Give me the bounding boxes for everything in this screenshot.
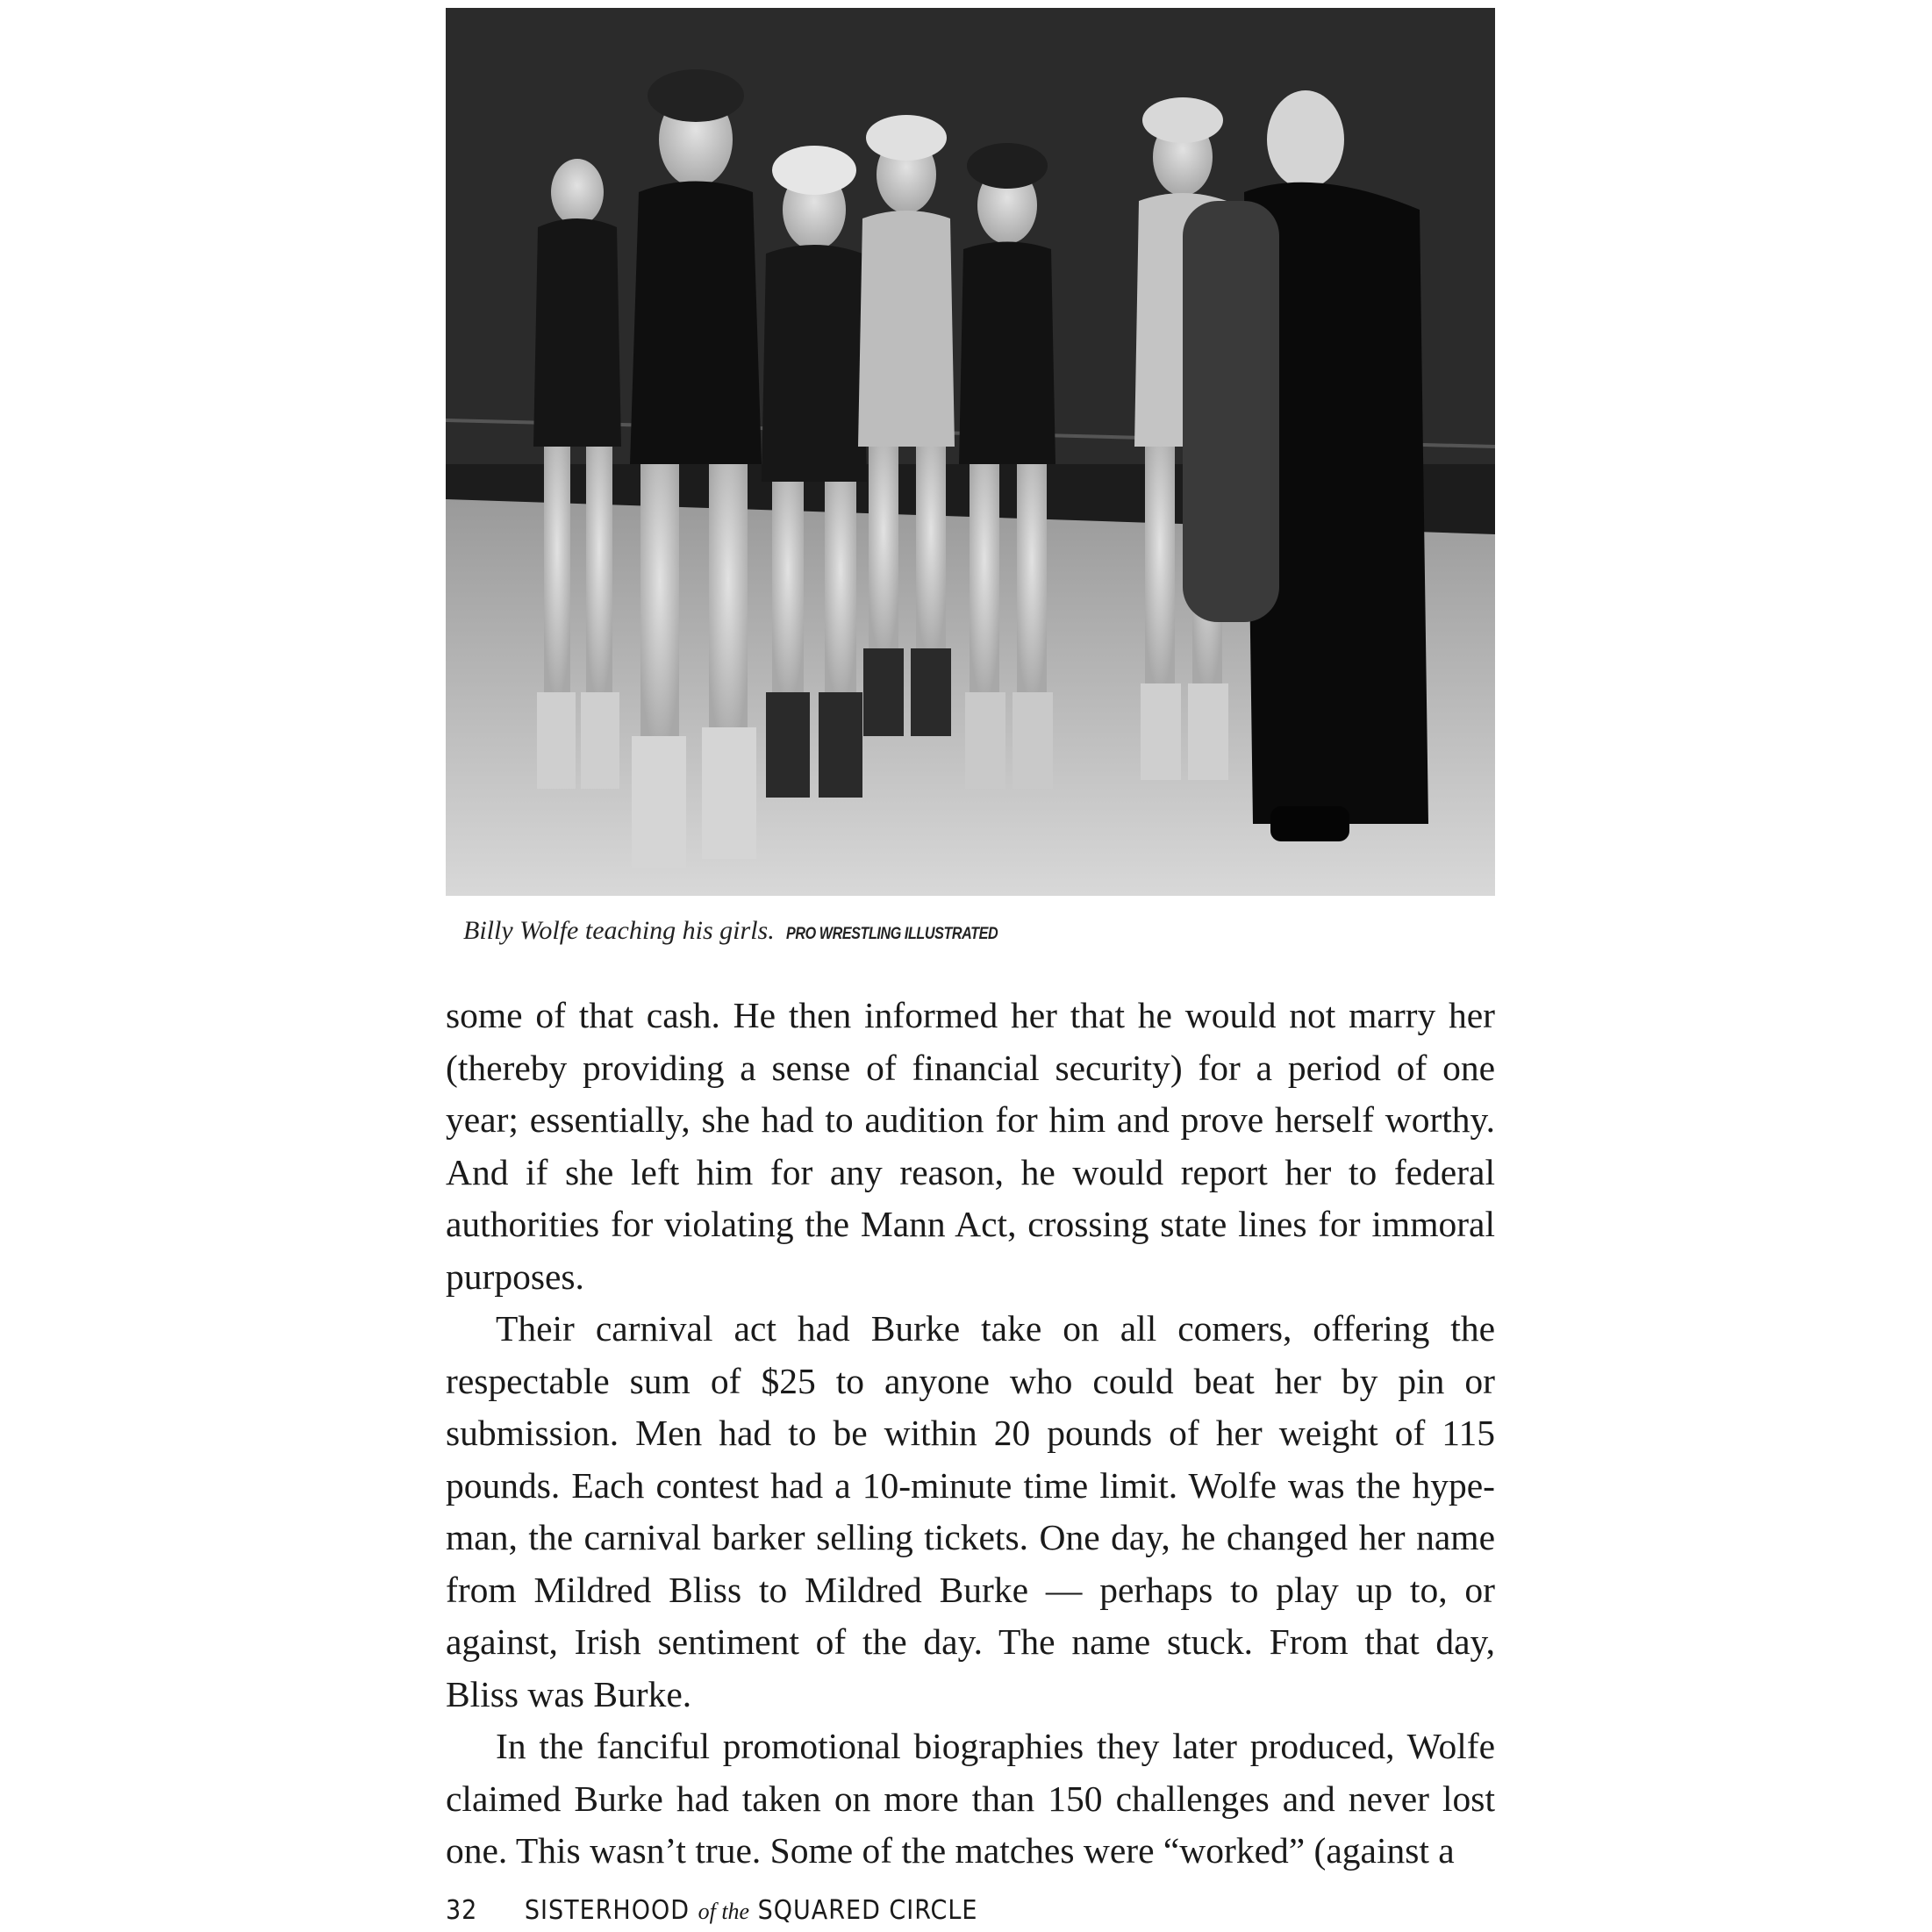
wrestlers-photograph <box>446 8 1495 896</box>
page-number: 32 <box>446 1895 478 1926</box>
paragraph-3: In the fanciful promotional biographies they later produced, Wolfe claimed Burke had taken on more than 150 challenges and never lost one. This wasn’t true. Some of the matches were “worked” (against a <box>446 1726 1495 1871</box>
page-footer <box>446 1895 977 1926</box>
photo-illustration <box>446 8 1495 896</box>
running-title-part1: SISTERHOOD <box>524 1895 691 1926</box>
running-title-part2: of the <box>698 1899 750 1924</box>
caption-text: Billy Wolfe teaching his girls. <box>463 916 775 945</box>
photo-caption <box>463 916 1035 946</box>
paragraph-2: Their carnival act had Burke take on all comers, offering the respectable sum of $25 to anyone who could beat her by pin or submission. Men had to be within 20 pounds of her weight of 115 pounds. Each contest had a 10-minute time limit. Wolfe was the hype-man, the carnival barker selling tickets. One day, he changed her name from Mildred Bliss to Mildred Burke — perhaps to play up to, or against, Irish sentiment of the day. The name stuck. From that day, Bliss was Burke. <box>446 1308 1495 1714</box>
caption-credit: PRO WRESTLING ILLUSTRATED <box>786 925 998 943</box>
body-text <box>446 990 1495 1878</box>
running-title-part3: SQUARED CIRCLE <box>757 1895 978 1926</box>
paragraph-1: some of that cash. He then informed her that he would not marry her (thereby providing a sense of financial security) for a period of one year; essentially, she had to audition for him and prove herself worthy. And if she left him for any reason, he would report her to federal authorities for violating the Mann Act, crossing state lines for immoral purposes. <box>446 995 1495 1297</box>
